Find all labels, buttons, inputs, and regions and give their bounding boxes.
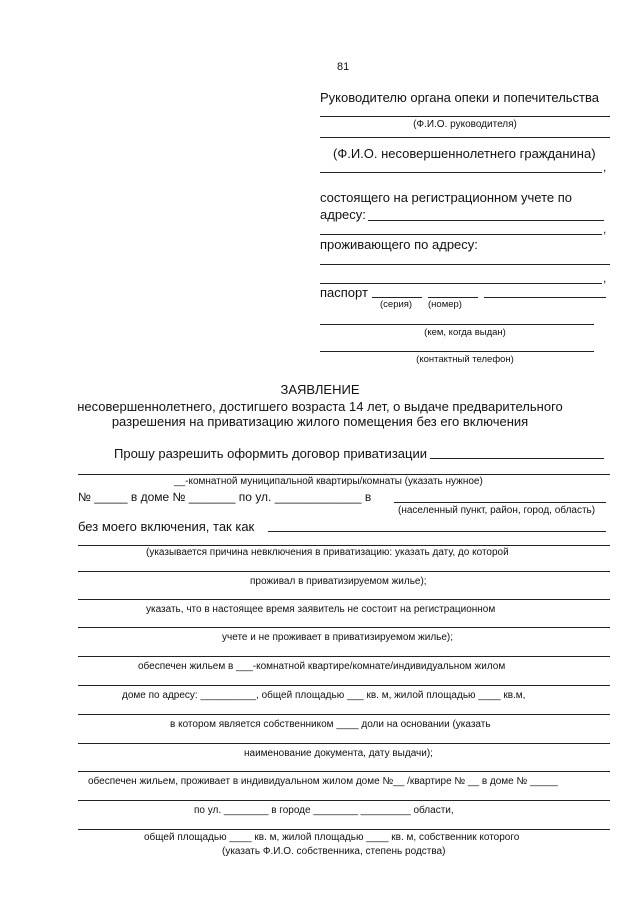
comma-3: , [603, 271, 607, 285]
reason-5: обеспечен жильем в ___-комнатной квартире/комнате/индивидуальном жилом [138, 661, 506, 672]
passport-rest-line [484, 297, 606, 298]
body-line-6 [78, 656, 610, 657]
body-line-12 [78, 829, 610, 830]
comma-2: , [603, 222, 607, 236]
address-number: № _____ в доме № _______ по ул. _____________ в [78, 490, 372, 504]
body-line-11 [78, 800, 610, 801]
request-line [430, 458, 604, 459]
addressee: Руководителю органа опеки и попечительства [320, 90, 599, 105]
address-line-2 [320, 234, 602, 235]
settlement-caption: (населенный пункт, район, город, область) [398, 505, 596, 516]
request-text: Прошу разрешить оформить договор приватизации [114, 446, 427, 461]
minor-fio-caption: (Ф.И.О. несовершеннолетнего гражданина) [333, 146, 596, 161]
body-line-8 [78, 714, 610, 715]
issued-line [320, 324, 594, 325]
body-line-7 [78, 685, 610, 686]
residing-line-1 [320, 264, 610, 265]
title-line-2: разрешения на приватизацию жилого помещения без его включения [111, 414, 529, 429]
passport-series-line [372, 297, 422, 298]
reason-10: по ул. ________ в городе ________ _________ области, [194, 805, 454, 816]
body-line-9 [78, 743, 610, 744]
minor-fio-line [320, 172, 602, 173]
rooms-caption: __-комнатной муниципальной квартиры/комнаты (указать нужное) [174, 476, 483, 487]
reason-3: указать, что в настоящее время заявитель не состоит на регистрационном [146, 604, 496, 615]
phone-line [320, 351, 594, 352]
document-title: ЗАЯВЛЕНИЕ [280, 382, 360, 397]
address-line [368, 220, 604, 221]
head-fio-line [320, 116, 610, 117]
separator-line [320, 137, 610, 138]
page-number: 81 [337, 61, 350, 73]
reason-12: (указать Ф.И.О. собственника, степень родства) [222, 846, 446, 857]
residing-label: проживающего по адресу: [320, 237, 478, 252]
body-line-5 [78, 627, 610, 628]
registered-line-2: адресу: [320, 207, 366, 222]
body-line-10 [78, 771, 610, 772]
reason-2: проживал в приватизируемом жилье); [250, 576, 427, 587]
body-line-3 [78, 571, 610, 572]
reason-8: наименование документа, дату выдачи); [244, 748, 433, 759]
title-line-1: несовершеннолетнего, достигшего возраста 14 лет, о выдаче предварительного [77, 399, 563, 414]
reason-6: доме по адресу: __________, общей площадью ___ кв. м, жилой площадью ____ кв.м, [122, 690, 526, 701]
issued-caption: (кем, когда выдан) [424, 327, 506, 338]
body-line-1 [78, 474, 610, 475]
without-me-line [268, 531, 606, 532]
reason-11: общей площадью ____ кв. м, жилой площадью ____ кв. м, собственник которого [144, 832, 520, 843]
number-caption: (номер) [428, 299, 462, 310]
series-caption: (серия) [380, 299, 413, 310]
passport-number-line [428, 297, 478, 298]
reason-7: в котором является собственником ____ доли на основании (указать [170, 719, 491, 730]
reason-1: (указывается причина невключения в приватизацию: указать дату, до которой [146, 547, 509, 558]
settlement-line [394, 502, 606, 503]
body-line-2 [78, 545, 610, 546]
reason-4: учете и не проживает в приватизируемом жилье); [222, 632, 454, 643]
without-me-text: без моего включения, так как [78, 519, 255, 534]
reason-9: обеспечен жильем, проживает в индивидуальном жилом доме №__ /квартире № __ в доме № _____ [88, 776, 558, 787]
comma-1: , [603, 160, 607, 174]
residing-line-2 [320, 283, 602, 284]
passport-label: паспорт [320, 285, 368, 300]
head-fio-caption: (Ф.И.О. руководителя) [413, 119, 517, 130]
registered-line-1: состоящего на регистрационном учете по [320, 190, 572, 205]
phone-caption: (контактный телефон) [416, 354, 514, 365]
body-line-4 [78, 599, 610, 600]
